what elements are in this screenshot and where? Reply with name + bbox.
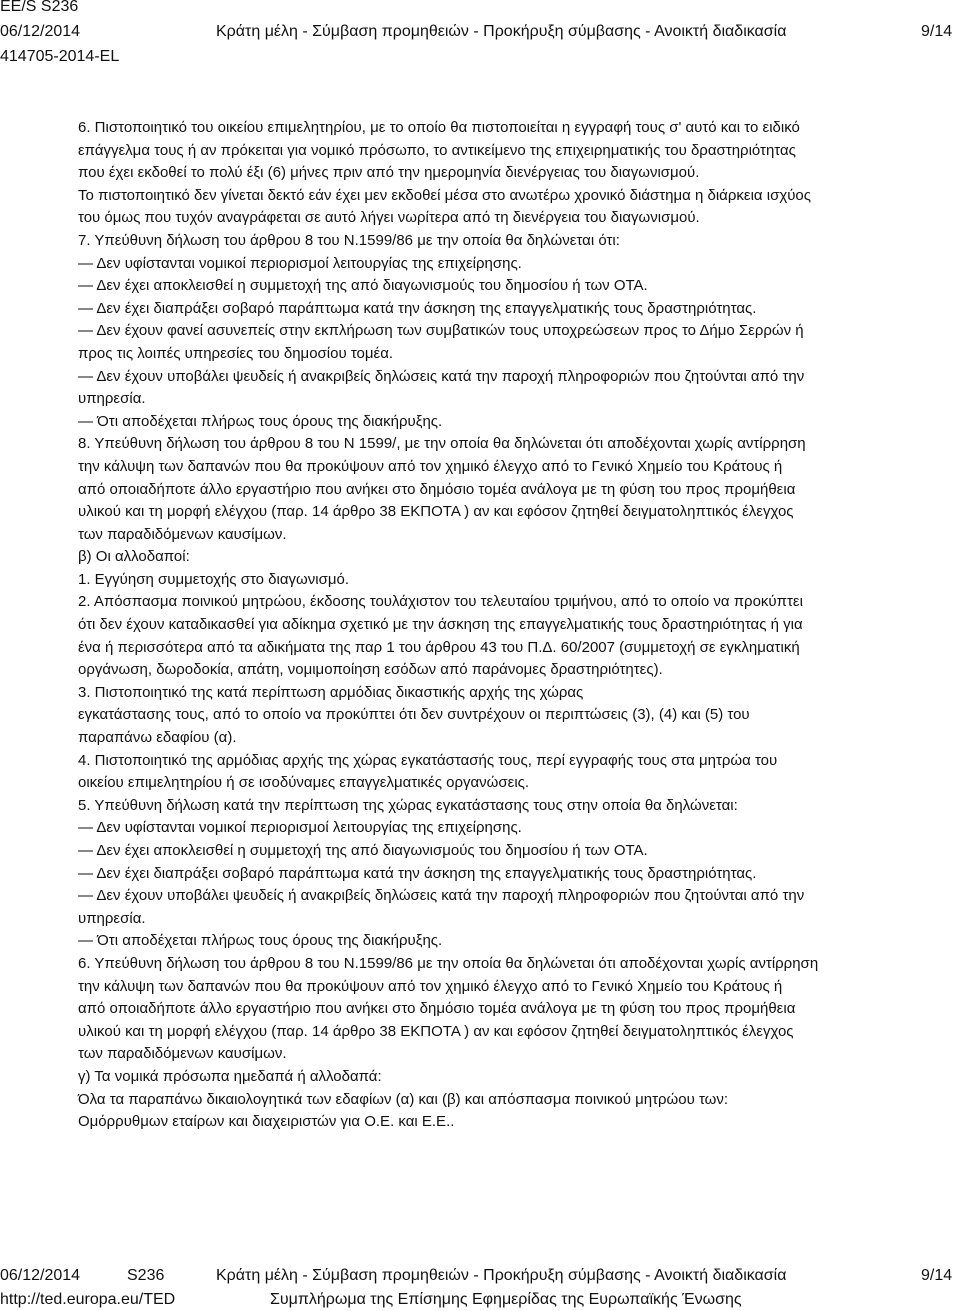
text-line: επάγγελμα τους ή αν πρόκειται για νομικό πρόσωπο, το αντικείμενο της επιχειρηματικής του δραστηριότητας: [78, 141, 796, 159]
header-doc-code: EE/S S236: [0, 0, 79, 15]
text-line: οργάνωση, δωροδοκία, απάτη, νομιμοποίηση εσόδων από παράνομες δραστηριότητες).: [78, 661, 663, 679]
text-line: — Δεν έχει διαπράξει σοβαρό παράπτωμα κατά την άσκηση της επαγγελματικής τους δραστηριότητας.: [78, 864, 757, 882]
text-line: υλικού και τη μορφή ελέγχου (παρ. 14 άρθρο 38 ΕΚΠΟΤΑ ) αν και εφόσον ζητηθεί δειγματοληπτικός έλεγχος: [78, 503, 794, 521]
footer-title: Κράτη μέλη - Σύμβαση προμηθειών - Προκήρυξη σύμβασης - Ανοικτή διαδικασία: [216, 1267, 787, 1284]
text-line: — Δεν έχουν φανεί ασυνεπείς στην εκπλήρωση των συμβατικών τους υποχρεώσεων προς το Δήμο Σερρών ή: [78, 322, 804, 340]
header-date: 06/12/2014: [0, 23, 81, 40]
footer-series: S236: [127, 1267, 165, 1284]
text-line: ότι δεν έχουν καταδικασθεί για αδίκημα σχετικό με την άσκηση της επαγγελματικής τους δραστηριότητας ή για: [78, 616, 803, 634]
header-title: Κράτη μέλη - Σύμβαση προμηθειών - Προκήρυξη σύμβασης - Ανοικτή διαδικασία: [216, 23, 787, 40]
text-line: — Δεν έχει αποκλεισθεί η συμμετοχή της από διαγωνισμούς του δημοσίου ή των ΟΤΑ.: [78, 277, 648, 295]
text-line: — Δεν έχει διαπράξει σοβαρό παράπτωμα κατά την άσκηση της επαγγελματικής τους δραστηριότητας.: [78, 299, 757, 317]
text-line: ένα ή περισσότερα από τα αδικήματα της παρ 1 του άρθρου 43 του Π.Δ. 60/2007 (συμμετοχή σε εγκληματική: [78, 638, 800, 656]
text-line: — Δεν έχουν υποβάλει ψευδείς ή ανακριβείς δηλώσεις κατά την παροχή πληροφοριών που ζητούνται από την: [78, 887, 805, 905]
text-line: 3. Πιστοποιητικό της κατά περίπτωση αρμόδιας δικαστικής αρχής της χώρας: [78, 683, 584, 701]
footer-page-number: 9/14: [921, 1267, 953, 1284]
text-line: 7. Υπεύθυνη δήλωση του άρθρου 8 του Ν.1599/86 με την οποία θα δηλώνεται ότι:: [78, 231, 620, 249]
text-line: — Ότι αποδέχεται πλήρως τους όρους της διακήρυξης.: [78, 932, 443, 950]
text-line: Το πιστοποιητικό δεν γίνεται δεκτό εάν έχει μεν εκδοθεί μέσα στο ανωτέρω χρονικό διάστημα η διάρκεια ισχύος: [78, 186, 811, 204]
text-line: 2. Απόσπασμα ποινικού μητρώου, έκδοσης τουλάχιστον του τελευταίου τριμήνου, από το οποίο να προκύπτει: [78, 593, 803, 611]
text-line: υπηρεσία.: [78, 909, 146, 927]
text-line: β) Οι αλλοδαποί:: [78, 548, 190, 566]
text-line: 4. Πιστοποιητικό της αρμόδιας αρχής της χώρας εγκατάστασής τους, περί εγγραφής τους στα μητρώα του: [78, 751, 778, 769]
footer-ted-link[interactable]: http://ted.europa.eu/TED: [0, 1291, 176, 1308]
text-line: προς τις λοιπές υπηρεσίες του δημοσίου τομέα.: [78, 344, 394, 362]
text-line: γ) Τα νομικά πρόσωπα ημεδαπά ή αλλοδαπά:: [78, 1067, 382, 1085]
text-line: του όμως που τυχόν αναγράφεται σε αυτό λήγει νωρίτερα από τη διενέργεια του διαγωνισμού.: [78, 209, 700, 227]
text-line: υπηρεσία.: [78, 390, 146, 408]
footer-date: 06/12/2014: [0, 1267, 81, 1284]
text-line: — Δεν έχει αποκλεισθεί η συμμετοχή της από διαγωνισμούς του δημοσίου ή των ΟΤΑ.: [78, 842, 648, 859]
text-line: οικείου επιμελητηρίου ή σε ισοδύναμες επαγγελματικές οργανώσεις.: [78, 774, 530, 792]
text-line: των παραδιδόμενων καυσίμων.: [78, 525, 287, 543]
text-line: 8. Υπεύθυνη δήλωση του άρθρου 8 του Ν 1599/, με την οποία θα δηλώνεται ότι αποδέχονται χωρίς αντίρρηση: [78, 435, 806, 453]
text-line: — Δεν έχουν υποβάλει ψευδείς ή ανακριβείς δηλώσεις κατά την παροχή πληροφοριών που ζητούνται από την: [78, 367, 805, 385]
text-line: 6. Υπεύθυνη δήλωση του άρθρου 8 του Ν.1599/86 με την οποία θα δηλώνεται ότι αποδέχονται χωρίς αντίρρηση: [78, 954, 819, 972]
text-line: εγκατάστασης τους, από το οποίο να προκύπτει ότι δεν συντρέχουν οι περιπτώσεις (3), (4) και (5) του: [78, 706, 750, 724]
text-line: την κάλυψη των δαπανών που θα προκύψουν από τον χημικό έλεγχο από το Γενικό Χημείο του Κράτους ή: [78, 457, 783, 475]
header-page-number: 9/14: [921, 23, 953, 40]
text-line: από οποιαδήποτε άλλο εργαστήριο που ανήκει στο δημόσιο τομέα ανάλογα με τη φύση του προς προμήθεια: [78, 1000, 796, 1018]
text-line: — Δεν υφίστανται νομικοί περιορισμοί λειτουργίας της επιχείρησης.: [78, 254, 522, 272]
text-line: — Δεν υφίστανται νομικοί περιορισμοί λειτουργίας της επιχείρησης.: [78, 819, 522, 837]
text-line: 1. Εγγύηση συμμετοχής στο διαγωνισμό.: [78, 570, 349, 588]
text-line: από οποιαδήποτε άλλο εργαστήριο που ανήκει στο δημόσιο τομέα ανάλογα με τη φύση του προς προμήθεια: [78, 480, 796, 498]
text-line: Όλα τα παραπάνω δικαιολογητικά των εδαφίων (α) και (β) και απόσπασμα ποινικού μητρώου των:: [78, 1090, 729, 1108]
text-line: παραπάνω εδαφίου (α).: [78, 729, 237, 747]
text-line: 5. Υπεύθυνη δήλωση κατά την περίπτωση της χώρας εγκατάστασης τους στην οποία θα δηλώνεται:: [78, 796, 738, 814]
text-line: — Ότι αποδέχεται πλήρως τους όρους της διακήρυξης.: [78, 412, 443, 430]
text-line: Ομόρρυθμων εταίρων και διαχειριστών για Ο.Ε. και Ε.Ε..: [78, 1113, 455, 1131]
document-body: [78, 117, 944, 1134]
text-line: που έχει εκδοθεί το πολύ έξι (6) μήνες πριν από την ημερομηνία διενέργειας του διαγωνισμού.: [78, 164, 700, 182]
text-line: των παραδιδόμενων καυσίμων.: [78, 1045, 287, 1063]
footer-supplement: Συμπλήρωμα της Επίσημης Εφημερίδας της Ευρωπαϊκής Ένωσης: [270, 1291, 742, 1308]
text-line: υλικού και τη μορφή ελέγχου (παρ. 14 άρθρο 38 ΕΚΠΟΤΑ ) αν και εφόσον ζητηθεί δειγματοληπτικός έλεγχος: [78, 1022, 794, 1040]
text-line: την κάλυψη των δαπανών που θα προκύψουν από τον χημικό έλεγχο από το Γενικό Χημείο του Κράτους ή: [78, 977, 783, 995]
header-notice-id: 414705-2014-EL: [0, 48, 120, 65]
text-line: 6. Πιστοποιητικό του οικείου επιμελητηρίου, με το οποίο θα πιστοποιείται η εγγραφή τους σ' αυτό και το ειδικό: [78, 119, 800, 136]
